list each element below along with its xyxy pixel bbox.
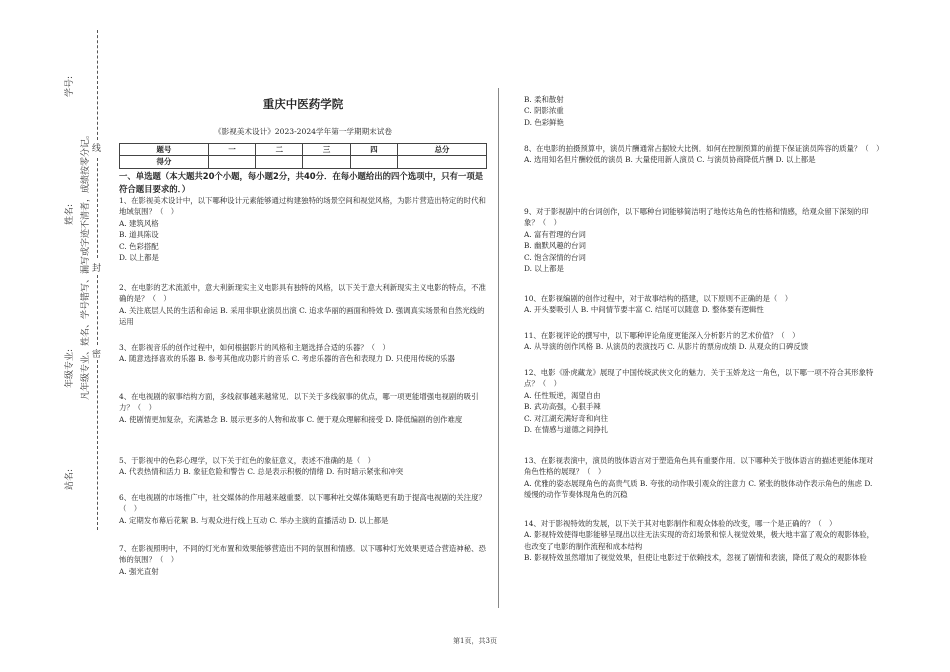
- question-stem: 7、在影视照明中，不同的灯光布置和效果能够营造出不同的氛围和情感．以下哪种灯光效果更适合营造神秘、恐怖的氛围？（ ）: [119, 544, 486, 565]
- option: A. 富有哲理的台词: [524, 229, 586, 239]
- column-divider: [498, 88, 499, 608]
- binding-notice: 凡年级专业、姓名、学号错写、漏写或字迹不清者，成绩按零分记。: [81, 129, 91, 400]
- option: B. 幽默风趣的台词: [524, 241, 586, 251]
- option: A. 强光直射: [119, 566, 159, 576]
- option: B. 道具陈设: [119, 230, 159, 240]
- question-14: [524, 518, 880, 564]
- question-stem: 3、在影视音乐的创作过程中，如何根据影片的风格和主题选择合适的乐器？（ ）: [119, 343, 390, 352]
- question-stem: 1、在影视美术设计中，以下哪种设计元素能够通过构建独特的场景空间和视觉风格，为影片营造出特定的时代和地域氛围？（ ）: [119, 196, 486, 217]
- name-label: 姓名:: [65, 203, 75, 225]
- option-line: A. 关注底层人民的生活和命运 B. 采用非职业演员出演 C. 追求华丽的画面和特效 D. 强调真实场景和自然光线的运用: [119, 305, 485, 327]
- question-stem: 9、对于影视剧中的台词创作，以下哪种台词能够简洁明了地传达角色的性格和情感，给观众留下深刻的印象？（ ）: [524, 207, 869, 228]
- question-stem: 12、电影《卧虎藏龙》展现了中国传统武侠文化的魅力．关于玉娇龙这一角色，以下哪一项不符合其形象特点？（ ）: [524, 368, 874, 389]
- question-7: [119, 543, 487, 577]
- school-label: 站名:: [65, 468, 75, 490]
- score-cell: 三: [303, 144, 350, 156]
- option-line: A. 从导演的创作风格 B. 从演员的表演技巧 C. 从影片的票房成绩 D. 从观众的口碑反馈: [524, 342, 809, 352]
- question-stem: 14、对于影视特效的发展，以下关于其对电影制作和观众体验的改变，哪一个是正确的？（ ）: [524, 519, 837, 528]
- question-11: [524, 330, 880, 353]
- question-10: [524, 293, 880, 316]
- option: A. 建筑风格: [119, 218, 159, 228]
- seal-word-secret: 密: [92, 350, 102, 360]
- question-6: [119, 492, 487, 526]
- option-line: A. 影视特效使得电影能够呈现出以往无法实现的奇幻场景和惊人视觉效果，极大地丰富了观众的观影体验，也改变了电影的制作流程和成本结构: [524, 530, 875, 551]
- option: D. 以上都是: [119, 253, 159, 263]
- score-table: [119, 143, 487, 169]
- question-8: [524, 143, 884, 166]
- question-stem: 10、在影视编剧的创作过程中，对于故事结构的搭建，以下原则不正确的是（ ）: [524, 294, 793, 303]
- score-table-score-row: [120, 156, 487, 168]
- question-stem: 4、在电视剧的叙事结构方面，多线叙事越来越常见．以下关于多线叙事的优点，哪一项更能增强电视剧的吸引力？（ ）: [119, 392, 479, 413]
- question-7-continued: [524, 94, 880, 128]
- question-12: [524, 367, 880, 435]
- question-stem: 5、于影视中的色彩心理学，以下关于红色的象征意义，表述不准确的是（ ）: [119, 456, 375, 465]
- question-2: [119, 282, 487, 328]
- option: D. 色彩鲜艳: [524, 117, 564, 127]
- score-cell: 四: [350, 144, 397, 156]
- question-13: [524, 455, 880, 501]
- question-stem: 11、在影视评论的撰写中，以下哪种评论角度更能深入分析影片的艺术价值？（ ）: [524, 331, 800, 340]
- exam-title: 《影视美术设计》2023-2024学年第一学期期末试卷: [214, 127, 392, 136]
- question-stem: 2、在电影的艺术流派中，意大利新现实主义电影具有独特的风格，以下关于意大利新现实主义电影的特点，不准确的是？（ ）: [119, 283, 486, 304]
- option-line: A. 选用知名但片酬较低的演员 B. 大量使用新人演员 C. 与演员协商降低片酬 D. 以上都是: [524, 155, 816, 165]
- score-cell: [208, 156, 255, 168]
- option: D. 在情感与道德之间挣扎: [524, 425, 609, 435]
- question-stem: 6、在电视剧的市场推广中，社交媒体的作用越来越重要．以下哪种社交媒体策略更有助于提高电视剧的关注度？（ ）: [119, 493, 486, 514]
- question-5: [119, 455, 487, 478]
- score-table-header-row: [120, 144, 487, 156]
- score-cell: 得分: [120, 156, 209, 168]
- option-line: B. 影视特效虽然增加了视觉效果，但使让电影过于依赖技术，忽视了剧情和表演，降低了观众的观影体验: [524, 553, 867, 563]
- seal-line: [97, 360, 98, 530]
- student-id-label: 学号:: [65, 75, 75, 97]
- score-cell: [256, 156, 303, 168]
- section-title: 一、单选题（本大题共20个小题，每小题2分，共40分．在每小题给出的四个选项中，只有一项是符合题目要求的．）: [119, 171, 484, 194]
- seal-word-line: 线: [92, 144, 102, 154]
- option-line: A. 定期发布幕后花絮 B. 与观众进行线上互动 C. 举办主演的直播活动 D. 以上都是: [119, 515, 389, 525]
- question-stem: 8、在电影的拍摄预算中，演员片酬通常占据较大比例．如何在控制预算的前提下保证演员阵容的质量？（ ）: [524, 144, 884, 153]
- option: D. 以上都是: [524, 264, 564, 274]
- question-4: [119, 391, 487, 425]
- binding-margin: [0, 0, 110, 672]
- question-3: [119, 342, 487, 365]
- option: C. 对江湖充满好奇和向往: [524, 413, 608, 423]
- option-line: A. 使剧情更加复杂，充满悬念 B. 展示更多的人物和故事 C. 便于观众理解和接受 D. 降低编剧的创作难度: [119, 414, 463, 424]
- score-cell: [398, 156, 487, 168]
- score-cell: 二: [256, 144, 303, 156]
- seal-line: [97, 158, 98, 258]
- option: C. 饱含深情的台词: [524, 252, 586, 262]
- option: B. 柔和散射: [524, 95, 564, 104]
- score-cell: 题号: [120, 144, 209, 156]
- option: A. 任性叛逆，渴望自由: [524, 390, 601, 400]
- option-line: A. 随意选择喜欢的乐器 B. 参考其他成功影片的音乐 C. 考虑乐器的音色和表现力 D. 只使用传统的乐器: [119, 354, 455, 364]
- score-cell: 一: [208, 144, 255, 156]
- option: C. 色彩搭配: [119, 241, 159, 251]
- option: C. 阴影浓重: [524, 106, 564, 116]
- score-cell: 总分: [398, 144, 487, 156]
- option: B. 武功高强，心狠手辣: [524, 402, 601, 412]
- seal-line: [97, 30, 98, 140]
- option-line: A. 开头要吸引人 B. 中间情节要丰富 C. 结尾可以随意 D. 整体要有逻辑性: [524, 305, 764, 315]
- seal-word-seal: 封: [92, 264, 102, 274]
- question-stem: 13、在影视表演中，演员的肢体语言对于塑造角色具有重要作用．以下哪种关于肢体语言的描述更能体现对角色性格的展现？（ ）: [524, 456, 874, 477]
- question-1: [119, 195, 487, 263]
- page-number: 第1页，共3页: [453, 637, 497, 645]
- score-cell: [303, 156, 350, 168]
- question-9: [524, 206, 880, 274]
- option-line: A. 代表热情和活力 B. 象征危险和警告 C. 总是表示积极的情绪 D. 有时暗示紧张和冲突: [119, 467, 404, 477]
- seal-line: [97, 275, 98, 345]
- option-line: A. 优雅的姿态展现角色的高贵气质 B. 夸张的动作吸引观众的注意力 C. 紧张的肢体动作表示角色的焦虑 D. 缓慢的动作节奏体现角色的沉稳: [524, 478, 873, 500]
- score-cell: [350, 156, 397, 168]
- school-title: 重庆中医药学院: [262, 97, 344, 111]
- grade-major-label: 年级专业:: [65, 348, 75, 388]
